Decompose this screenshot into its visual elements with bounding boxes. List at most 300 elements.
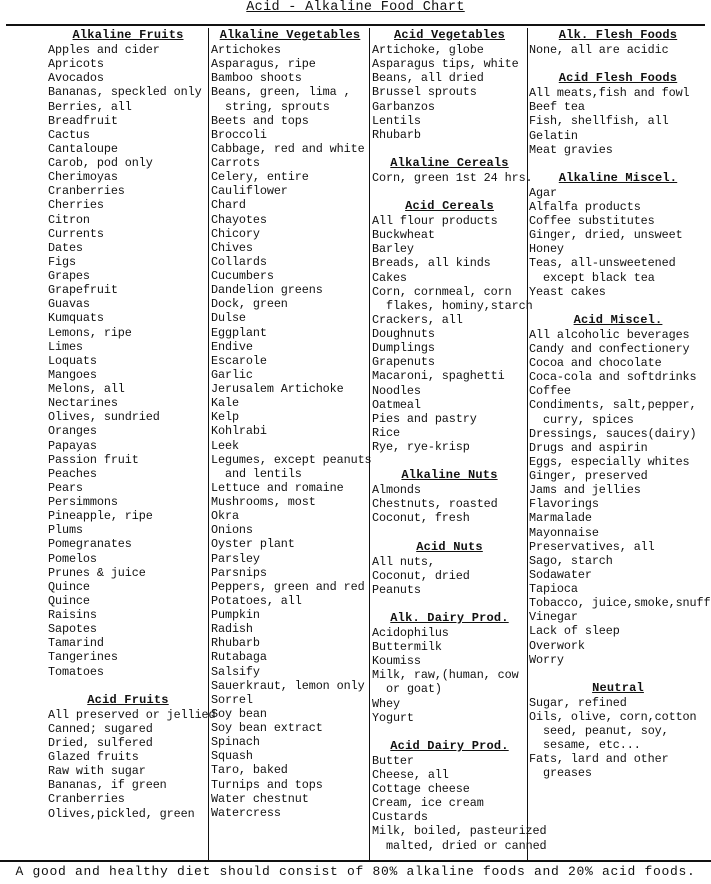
food-item-text: All alcoholic beverages xyxy=(529,327,690,342)
food-section xyxy=(372,28,527,142)
food-item xyxy=(372,341,527,355)
food-item xyxy=(529,100,707,114)
food-item xyxy=(211,735,369,749)
food-item-text: Peaches xyxy=(48,466,97,481)
food-item xyxy=(529,186,707,200)
food-item-text: Pumpkin xyxy=(211,608,260,622)
food-item-text: Breadfruit xyxy=(48,113,118,128)
food-item xyxy=(211,128,369,142)
food-item-text: Pomelos xyxy=(48,551,97,566)
food-item-text: Escarole xyxy=(211,353,267,368)
food-item xyxy=(372,711,527,725)
food-item xyxy=(529,526,707,540)
section-heading: Alk. Flesh Foods xyxy=(558,28,678,42)
food-item-text: Coffee substitutes xyxy=(529,214,655,228)
food-item xyxy=(211,566,369,580)
food-item-text: Spinach xyxy=(211,735,260,750)
food-item xyxy=(529,497,707,511)
food-item-text: Drugs and aspirin xyxy=(529,440,648,455)
food-item xyxy=(372,483,527,497)
food-item-text: Sorrel xyxy=(211,692,253,707)
food-item xyxy=(211,326,369,340)
food-item xyxy=(372,256,527,270)
food-item-text: Rye, rye-krisp xyxy=(372,440,470,454)
food-item-text: Beans, green, lima , xyxy=(211,85,351,100)
food-item-text: Buttermilk xyxy=(372,640,442,654)
food-item-text: Cherimoyas xyxy=(48,170,118,185)
column-divider-3 xyxy=(527,28,528,860)
food-item xyxy=(372,85,527,99)
food-section xyxy=(372,468,527,525)
food-item xyxy=(48,255,208,269)
food-item xyxy=(211,396,369,410)
food-item xyxy=(211,283,369,297)
food-item-text: Oyster plant xyxy=(211,537,295,552)
food-item-text: Olives,pickled, green xyxy=(48,806,195,821)
food-item xyxy=(211,721,369,735)
food-item-text: Figs xyxy=(48,254,76,269)
food-item xyxy=(48,269,208,283)
food-item xyxy=(529,43,707,57)
food-item xyxy=(529,610,707,624)
food-item-text: Pies and pastry xyxy=(372,411,477,426)
food-item-text: Milk, boiled, pasteurized xyxy=(372,824,547,839)
food-item xyxy=(211,184,369,198)
section-heading: Neutral xyxy=(592,680,644,695)
food-item xyxy=(211,368,369,382)
food-item-text: Quince xyxy=(48,579,90,594)
section-heading: Acid Fruits xyxy=(87,692,169,707)
food-item-text: Broccoli xyxy=(211,127,267,142)
food-item-continuation: except black tea xyxy=(543,270,655,285)
food-item xyxy=(211,792,369,806)
food-item-text: Grapes xyxy=(48,269,90,283)
food-item-text: Cocoa and chocolate xyxy=(529,356,662,370)
food-item xyxy=(48,354,208,368)
section-heading: Acid Miscel. xyxy=(573,312,663,327)
food-item xyxy=(48,156,208,170)
food-item xyxy=(48,722,208,736)
food-item-text: Loquats xyxy=(48,353,97,368)
food-item xyxy=(211,650,369,664)
food-item xyxy=(529,710,707,752)
food-item-text: Koumiss xyxy=(372,654,421,669)
food-item xyxy=(211,382,369,396)
food-item-text: Berries, all xyxy=(48,99,132,114)
food-item-text: Whey xyxy=(372,696,400,711)
food-item-text: Persimmons xyxy=(48,495,118,509)
food-item xyxy=(529,596,711,611)
food-item xyxy=(211,424,369,438)
food-item-text: Dried, sulfered xyxy=(48,735,153,750)
food-item-text: Collards xyxy=(211,254,267,269)
food-item xyxy=(48,227,208,241)
food-item-continuation: sesame, etc... xyxy=(543,738,641,753)
column-divider-2 xyxy=(369,28,370,860)
section-heading: Alkaline Vegetables xyxy=(219,28,361,42)
food-item-text: Cranberries xyxy=(48,184,125,199)
food-item xyxy=(529,200,707,214)
food-item xyxy=(529,143,707,157)
food-item xyxy=(48,43,208,57)
food-item-text: Cucumbers xyxy=(211,269,274,283)
food-item-text: Yogurt xyxy=(372,710,414,725)
food-item-text: Flavorings xyxy=(529,497,599,512)
food-item-text: Lack of sleep xyxy=(529,624,620,639)
food-item xyxy=(211,495,369,509)
food-item xyxy=(48,552,208,566)
food-item xyxy=(48,608,208,622)
food-item xyxy=(529,228,707,242)
food-item xyxy=(48,523,208,537)
food-item-text: Peanuts xyxy=(372,582,421,597)
food-item xyxy=(529,568,707,582)
food-item-text: Pineapple, ripe xyxy=(48,509,153,524)
food-item-continuation: flakes, hominy,starch xyxy=(386,298,533,313)
food-item-text: Cabbage, red and white xyxy=(211,141,365,156)
section-heading: Acid Cereals xyxy=(405,199,494,213)
food-item xyxy=(48,114,208,128)
food-section xyxy=(211,28,372,820)
food-item-text: Breads, all kinds xyxy=(372,256,491,271)
food-item-text: Tomatoes xyxy=(48,664,104,679)
food-item xyxy=(372,355,527,369)
food-item xyxy=(48,636,208,650)
food-item xyxy=(211,679,369,693)
food-item xyxy=(529,469,707,483)
food-item xyxy=(372,398,527,412)
food-item-text: Agar xyxy=(529,185,557,200)
food-item xyxy=(529,554,707,568)
food-item-text: Potatoes, all xyxy=(211,593,302,608)
food-item xyxy=(48,128,208,142)
column-divider-1 xyxy=(208,28,209,860)
food-item xyxy=(529,639,707,653)
food-item xyxy=(48,481,208,495)
food-item-text: Sapotes xyxy=(48,622,97,637)
food-item-text: Dock, green xyxy=(211,297,288,312)
food-item xyxy=(372,796,527,810)
food-section xyxy=(529,28,707,57)
food-item xyxy=(529,441,707,455)
food-item xyxy=(211,114,369,128)
food-item xyxy=(48,453,208,467)
food-item xyxy=(372,57,527,71)
food-item xyxy=(372,440,527,454)
section-heading: Alkaline Nuts xyxy=(401,468,498,483)
food-item-continuation: seed, peanut, soy, xyxy=(543,724,669,738)
food-item-text: Limes xyxy=(48,339,83,354)
food-item-text: Mushrooms, most xyxy=(211,495,316,509)
food-item-text: Dumplings xyxy=(372,341,435,356)
food-item-text: Alfalfa products xyxy=(529,199,641,214)
food-item xyxy=(48,566,208,580)
food-item xyxy=(372,228,527,242)
food-item xyxy=(211,297,369,311)
food-item-text: Grapefruit xyxy=(48,283,118,298)
food-item xyxy=(372,214,527,228)
food-item xyxy=(211,608,369,622)
food-item-text: Coffee xyxy=(529,384,571,399)
column-1 xyxy=(48,28,216,835)
food-item-text: Noodles xyxy=(372,383,421,398)
food-item xyxy=(529,427,707,441)
food-item-text: All flour products xyxy=(372,214,498,228)
food-item-text: Cactus xyxy=(48,127,90,142)
food-item-text: Pomegranates xyxy=(48,537,132,552)
food-item-text: Worry xyxy=(529,652,564,667)
food-item xyxy=(48,439,208,453)
food-item-text: Leek xyxy=(211,438,239,453)
food-item xyxy=(211,354,369,368)
food-item-text: Cream, ice cream xyxy=(372,796,484,811)
food-item xyxy=(211,241,369,255)
food-item-text: Cantaloupe xyxy=(48,141,118,156)
food-item xyxy=(529,86,707,100)
section-heading: Acid Flesh Foods xyxy=(558,71,678,86)
food-item-text: Kelp xyxy=(211,410,239,425)
food-section xyxy=(529,71,707,157)
food-item xyxy=(48,495,208,509)
footer-note: A good and healthy diet should consist of 80% alkaline foods and 20% acid foods. xyxy=(15,864,696,879)
food-item-text: All meats,fish and fowl xyxy=(529,86,690,101)
food-item xyxy=(48,142,208,156)
food-item-text: Almonds xyxy=(372,483,421,498)
food-item xyxy=(529,398,707,426)
food-item xyxy=(529,214,707,228)
food-item-text: Quince xyxy=(48,593,90,608)
food-item-text: Honey xyxy=(529,242,564,257)
page-title-text: Acid - Alkaline Food Chart xyxy=(246,0,465,15)
food-item-text: Melons, all xyxy=(48,382,125,396)
food-item-text: Rhubarb xyxy=(211,636,260,651)
food-item xyxy=(372,284,533,313)
food-item xyxy=(211,85,369,113)
food-item-text: Tangerines xyxy=(48,650,118,665)
food-item-text: Glazed fruits xyxy=(48,750,139,764)
food-section xyxy=(372,540,527,597)
food-item-text: All nuts, xyxy=(372,554,435,569)
food-item xyxy=(211,170,369,184)
food-item xyxy=(372,640,527,654)
food-item xyxy=(529,540,707,554)
food-item-text: Jams and jellies xyxy=(529,483,641,498)
food-item xyxy=(48,778,208,792)
food-item xyxy=(48,807,208,821)
bottom-rule xyxy=(0,860,711,862)
page-title xyxy=(0,0,711,16)
food-item-text: Celery, entire xyxy=(211,170,309,185)
food-item-text: None, all are acidic xyxy=(529,43,669,57)
food-item-text: Lettuce and romaine xyxy=(211,480,344,495)
food-item-text: Corn, green 1st 24 hrs. xyxy=(372,170,533,185)
food-item-text: Acidophilus xyxy=(372,625,449,640)
food-item xyxy=(211,57,369,71)
food-item xyxy=(372,271,527,285)
food-item xyxy=(211,749,369,763)
food-item-text: Vinegar xyxy=(529,610,578,625)
food-item-text: Dandelion greens xyxy=(211,283,323,298)
food-item-text: Eggs, especially whites xyxy=(529,454,690,469)
food-item-text: Onions xyxy=(211,523,253,538)
food-item-text: Coconut, dried xyxy=(372,568,470,583)
food-item-continuation: malted, dried or canned xyxy=(386,838,547,853)
food-item-text: Brussel sprouts xyxy=(372,85,477,100)
food-item-text: Bananas, speckled only xyxy=(48,85,202,100)
food-item-text: Ginger, preserved xyxy=(529,469,648,483)
food-item xyxy=(211,227,369,241)
food-item xyxy=(48,340,208,354)
food-item xyxy=(372,327,527,341)
food-item-text: All preserved or jellied xyxy=(48,707,216,722)
food-item xyxy=(372,654,527,668)
food-item-text: Crackers, all xyxy=(372,312,463,327)
food-item xyxy=(211,537,369,551)
food-item xyxy=(372,626,527,640)
food-item xyxy=(211,665,369,679)
food-item xyxy=(211,269,369,283)
food-item xyxy=(211,806,369,820)
food-item-text: Preservatives, all xyxy=(529,539,655,554)
food-item-text: Rutabaga xyxy=(211,650,267,665)
food-item-text: Garbanzos xyxy=(372,99,435,114)
food-item xyxy=(372,555,527,569)
food-item xyxy=(211,552,369,566)
food-item-text: Taro, baked xyxy=(211,763,288,778)
food-item-continuation: string, sprouts xyxy=(225,99,330,114)
food-item-text: Kale xyxy=(211,396,239,411)
food-item xyxy=(211,622,369,636)
section-heading: Alkaline Cereals xyxy=(390,155,509,170)
food-item-text: Pears xyxy=(48,480,83,495)
food-item-text: Citron xyxy=(48,212,90,227)
food-item-text: Soy bean extract xyxy=(211,721,323,735)
food-item-text: Endive xyxy=(211,339,253,354)
food-item-text: Parsley xyxy=(211,551,260,566)
food-item xyxy=(372,369,527,383)
food-item xyxy=(211,439,369,453)
food-item-text: Beans, all dried xyxy=(372,71,484,86)
food-item-text: Chestnuts, roasted xyxy=(372,497,498,512)
food-item-text: Prunes & juice xyxy=(48,565,146,580)
food-item xyxy=(48,764,208,778)
food-item-text: Garlic xyxy=(211,367,253,382)
top-rule xyxy=(6,24,705,26)
food-item-text: Cherries xyxy=(48,198,104,213)
food-section xyxy=(372,738,547,853)
food-item-text: Jerusalem Artichoke xyxy=(211,382,344,396)
food-item xyxy=(529,328,707,342)
food-item-text: Lentils xyxy=(372,113,421,128)
food-item-text: Beef tea xyxy=(529,100,585,115)
food-item xyxy=(372,583,527,597)
food-item xyxy=(48,198,208,212)
food-item-text: Carrots xyxy=(211,156,260,170)
food-item xyxy=(372,412,527,426)
food-item xyxy=(48,736,208,750)
food-item-text: Guavas xyxy=(48,297,90,312)
food-item-text: Plums xyxy=(48,523,83,538)
food-item xyxy=(48,792,208,806)
food-item-text: Artichoke, globe xyxy=(372,43,484,57)
food-item-text: Tapioca xyxy=(529,582,578,596)
food-item-text: Bananas, if green xyxy=(48,778,167,793)
food-item xyxy=(211,71,369,85)
food-item-text: Barley xyxy=(372,242,414,257)
food-item-text: Dates xyxy=(48,240,83,255)
food-item xyxy=(48,410,208,424)
food-item-text: Bamboo shoots xyxy=(211,71,302,86)
food-item xyxy=(211,763,369,777)
food-item xyxy=(372,384,527,398)
food-item xyxy=(372,754,527,768)
food-item-text: Fish, shellfish, all xyxy=(529,114,669,129)
food-item xyxy=(48,57,208,71)
food-item-text: Rhubarb xyxy=(372,127,421,142)
food-section xyxy=(372,611,527,725)
food-item-text: Butter xyxy=(372,753,414,768)
food-item-text: Papayas xyxy=(48,438,97,453)
food-item-text: Okra xyxy=(211,509,239,524)
food-item-text: Asparagus, ripe xyxy=(211,57,316,72)
food-item xyxy=(48,622,208,636)
food-item-text: Custards xyxy=(372,810,428,825)
food-item-text: Canned; sugared xyxy=(48,721,153,736)
food-item-text: Oranges xyxy=(48,424,97,439)
food-item xyxy=(211,156,369,170)
food-item xyxy=(211,636,369,650)
column-2 xyxy=(211,28,372,834)
food-item-text: Watercress xyxy=(211,805,281,820)
food-item-text: Chicory xyxy=(211,226,260,241)
food-item-text: Water chestnut xyxy=(211,791,309,806)
food-item-text: Cottage cheese xyxy=(372,782,470,796)
food-item xyxy=(211,311,369,325)
food-item xyxy=(211,509,369,523)
food-item xyxy=(372,511,527,525)
food-item-text: Peppers, green and red xyxy=(211,579,365,594)
food-item xyxy=(48,368,208,382)
food-item xyxy=(372,114,527,128)
food-item-text: Beets and tops xyxy=(211,113,309,128)
food-item-text: Nectarines xyxy=(48,396,118,411)
food-item xyxy=(529,696,707,710)
food-item-text: Tamarind xyxy=(48,636,104,651)
food-item-text: Squash xyxy=(211,749,253,764)
food-item-text: Dulse xyxy=(211,311,246,326)
food-item-text: Buckwheat xyxy=(372,228,435,243)
food-item-text: Condiments, salt,pepper, xyxy=(529,398,697,413)
section-heading: Alkaline Miscel. xyxy=(558,170,678,185)
food-item-text: Olives, sundried xyxy=(48,410,160,425)
section-heading: Acid Vegetables xyxy=(393,28,506,42)
food-item-text: Artichokes xyxy=(211,43,281,57)
food-item xyxy=(211,142,369,156)
food-item-text: Yeast cakes xyxy=(529,284,606,299)
food-item-text: Grapenuts xyxy=(372,355,435,370)
food-item xyxy=(211,410,369,424)
food-item-text: Coca-cola and softdrinks xyxy=(529,370,697,385)
food-item xyxy=(211,580,369,594)
food-item-text: Avocados xyxy=(48,71,104,86)
food-item xyxy=(48,100,208,114)
food-item xyxy=(372,569,527,583)
food-item-text: Cranberries xyxy=(48,792,125,807)
food-item xyxy=(529,285,707,299)
food-item xyxy=(529,455,707,469)
food-item xyxy=(48,707,216,722)
food-item xyxy=(48,650,208,664)
